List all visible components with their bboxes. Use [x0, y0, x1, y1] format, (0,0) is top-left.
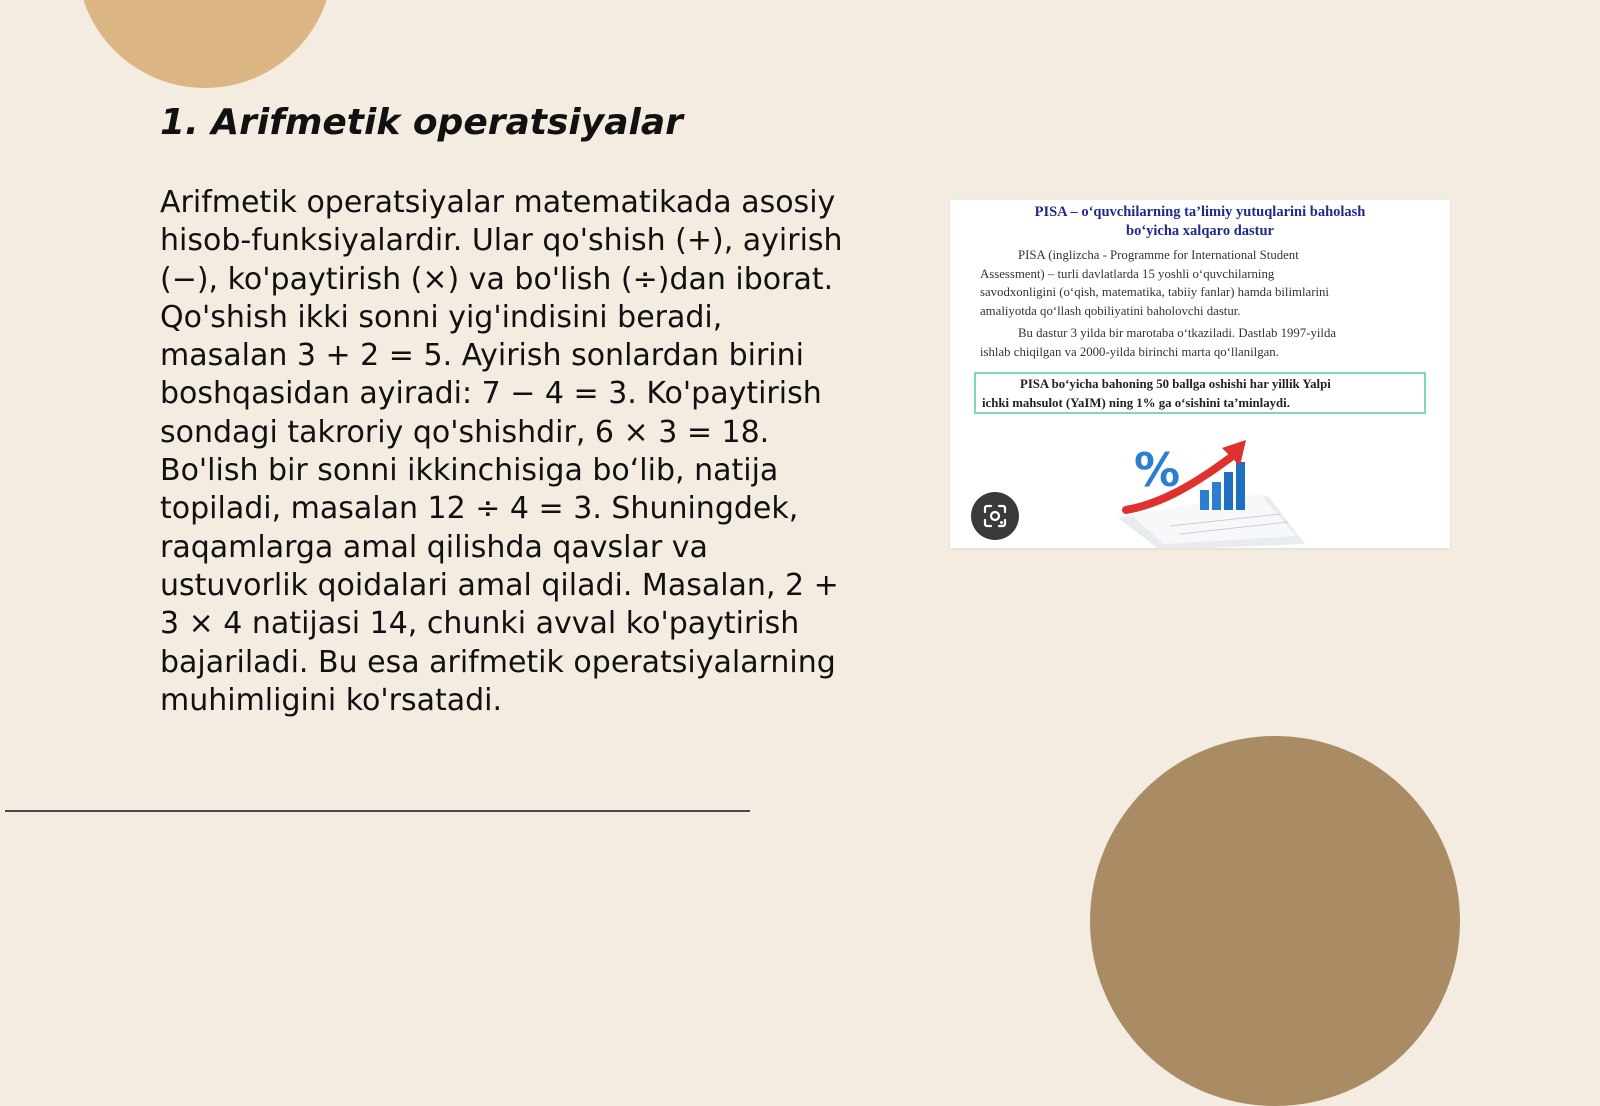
body-line: sondagi takroriy qo'shishdir, 6 × 3 = 18.	[160, 414, 770, 450]
image-highlight-line: PISA bo‘yicha bahoning 50 ballga oshishi har yillik Yalpi	[1020, 377, 1331, 391]
body-line: Bo'lish bir sonni ikkinchisiga bo‘lib, natija	[160, 453, 779, 489]
image-paragraph-history	[980, 324, 1420, 361]
body-line: Qo'shish ikki sonni yig'indisini beradi,	[160, 299, 723, 335]
body-line: (−), ko'paytirish (×) va bo'lish (÷)dan iborat.	[160, 261, 834, 297]
lens-search-icon	[982, 503, 1008, 529]
image-text-line: amaliyotda qo‘llash qobiliyatini baholovchi dastur.	[980, 303, 1241, 318]
percent-growth-chart-icon	[1100, 426, 1310, 548]
slide-title: 1. Arifmetik operatsiyalar	[160, 102, 683, 143]
bar-4	[1236, 462, 1245, 510]
bar-3	[1224, 472, 1233, 510]
body-line: raqamlarga amal qilishda qavslar va	[160, 529, 708, 565]
body-line: boshqasidan ayiradi: 7 − 4 = 3. Ko'paytirish	[160, 376, 822, 412]
decorative-circle-bottom	[1090, 736, 1460, 1106]
pisa-info-image	[950, 200, 1450, 548]
decorative-circle-top	[77, 0, 333, 88]
body-line: hisob-funksiyalardir. Ular qo'shish (+), ayirish	[160, 223, 843, 259]
image-title-line: PISA – o‘quvchilarning ta’limiy yutuqlarini baholash	[1034, 204, 1366, 220]
image-text-line: PISA (inglizcha - Programme for International Student	[1018, 248, 1299, 262]
image-paragraph-definition	[980, 246, 1420, 320]
image-highlight-line: ichki mahsulot (YaIM) ning 1% ga o‘sishini ta’minlaydi.	[982, 395, 1290, 410]
image-text-line: ishlab chiqilgan va 2000-yilda birinchi marta qo‘llanilgan.	[980, 344, 1279, 359]
bar-2	[1212, 482, 1221, 510]
image-text-line: Bu dastur 3 yilda bir marotaba o‘tkaziladi. Dastlab 1997-yilda	[1018, 326, 1337, 340]
body-paragraph	[160, 184, 845, 720]
body-line: topiladi, masalan 12 ÷ 4 = 3. Shuningdek,	[160, 491, 799, 527]
body-line: muhimligini ko'rsatadi.	[160, 682, 503, 718]
body-line: bajariladi. Bu esa arifmetik operatsiyalarning	[160, 644, 836, 680]
body-line: ustuvorlik qoidalari amal qiladi. Masalan, 2 +	[160, 567, 839, 603]
body-line: 3 × 4 natijasi 14, chunki avval ko'paytirish	[160, 606, 800, 642]
image-text-line: Assessment) – turli davlatlarda 15 yoshli o‘quvchilarning	[980, 266, 1275, 281]
image-title	[970, 203, 1430, 241]
body-line: masalan 3 + 2 = 5. Ayirish sonlardan birini	[160, 338, 804, 374]
bar-1	[1200, 490, 1209, 510]
divider-line	[5, 810, 750, 812]
image-text-line: savodxonligini (o‘qish, matematika, tabiiy fanlar) hamda bilimlarini	[980, 285, 1329, 300]
body-line: Arifmetik operatsiyalar matematikada asosiy	[160, 185, 836, 220]
lens-search-button[interactable]	[971, 492, 1019, 540]
image-title-line: bo‘yicha xalqaro dastur	[1126, 223, 1274, 239]
image-highlight-box	[974, 372, 1426, 414]
percent-sign: %	[1134, 443, 1181, 497]
